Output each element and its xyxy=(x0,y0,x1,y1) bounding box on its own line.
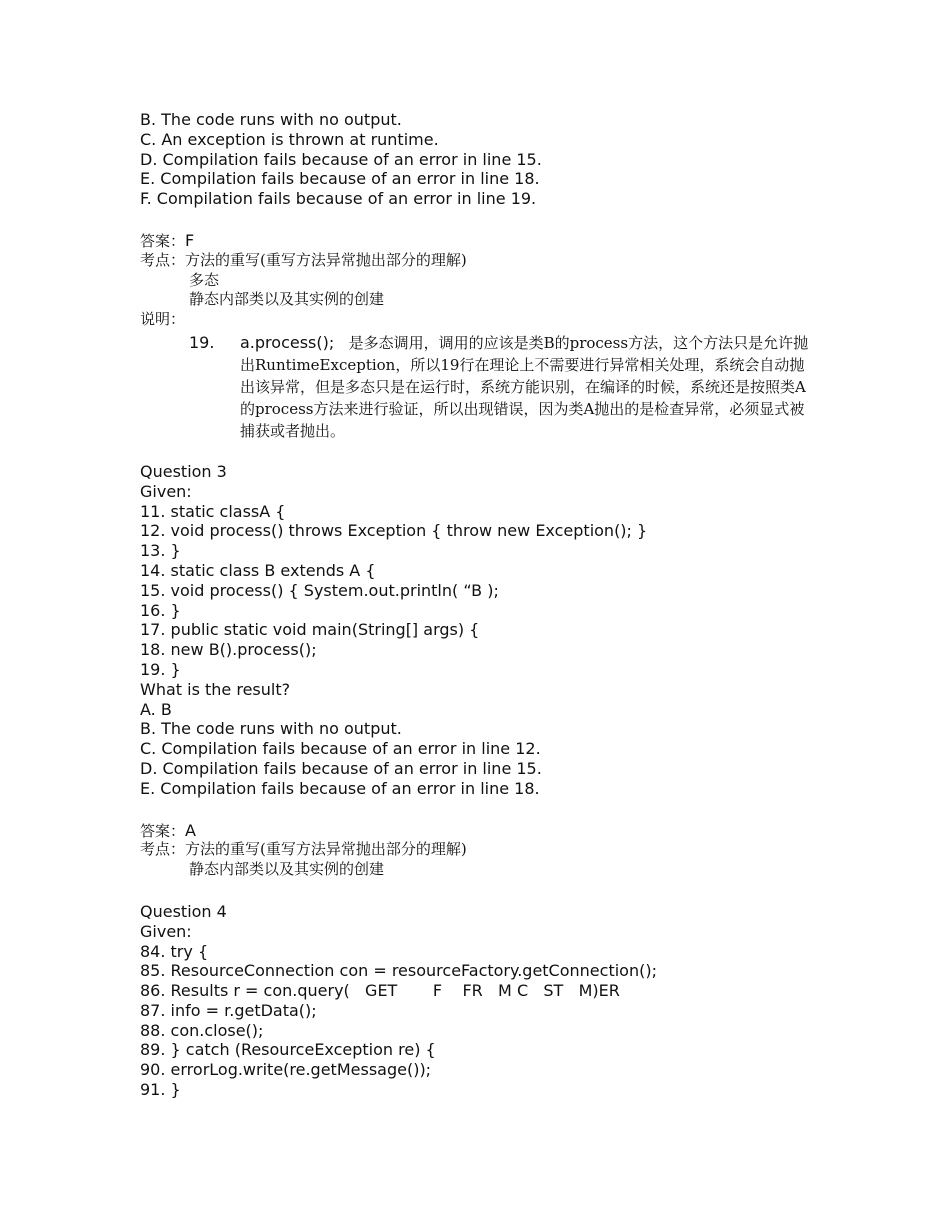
q2-option-d: D. Compilation fails because of an error in line 15. xyxy=(140,149,542,169)
question-3-title: Question 3 xyxy=(140,461,227,481)
code-line: 19. } xyxy=(140,659,181,679)
q2-option-b: B. The code runs with no output. xyxy=(140,110,402,129)
explanation-block xyxy=(140,332,840,440)
explain-label: 说明： xyxy=(140,310,186,329)
topic-item: 静态内部类以及其实例的创建 xyxy=(189,860,385,879)
q2-topic xyxy=(140,251,840,271)
q2-option-f: F. Compilation fails because of an error in line 19. xyxy=(140,189,537,209)
code-line: 11. static classA { xyxy=(140,501,286,521)
q3-option-a: A. B xyxy=(140,699,172,719)
q2-answer xyxy=(140,231,840,251)
answer-value: F xyxy=(185,230,195,250)
code-line: 14. static class B extends A { xyxy=(140,560,376,580)
code-line: 84. try { xyxy=(140,941,209,961)
explanation-text xyxy=(240,332,812,442)
topic-item: 方法的重写(重写方法异常抛出部分的理解) xyxy=(185,840,467,859)
document-page xyxy=(140,110,840,1100)
topic-label: 考点： xyxy=(140,840,186,859)
code-line: 16. } xyxy=(140,600,181,620)
code-line: 85. ResourceConnection con = resourceFactory.getConnection(); xyxy=(140,961,657,981)
topic-label: 考点： xyxy=(140,250,186,269)
q3-option-c: C. Compilation fails because of an error in line 12. xyxy=(140,739,541,759)
answer-label: 答案： xyxy=(140,821,186,840)
code-line: 18. new B().process(); xyxy=(140,640,317,660)
given-label: Given: xyxy=(140,481,192,501)
answer-value: A xyxy=(185,820,196,840)
given-label: Given: xyxy=(140,921,192,941)
explain-line-number: 19. xyxy=(189,332,215,352)
code-line: 12. void process() throws Exception { throw new Exception(); } xyxy=(140,521,648,541)
code-line: 17. public static void main(String[] args) { xyxy=(140,620,480,640)
code-line: 91. } xyxy=(140,1080,181,1100)
question-prompt: What is the result? xyxy=(140,679,291,699)
code-line: 13. } xyxy=(140,541,181,561)
q3-option-d: D. Compilation fails because of an error in line 15. xyxy=(140,758,542,778)
question-4-title: Question 4 xyxy=(140,901,227,921)
code-line: 88. con.close(); xyxy=(140,1020,264,1040)
topic-item: 多态 xyxy=(189,270,220,289)
code-line: 86. Results r = con.query( GET F FR M C ST M)ER xyxy=(140,981,620,1001)
code-line: 15. void process() { System.out.println( “B ); xyxy=(140,580,499,600)
q2-option-e: E. Compilation fails because of an error in line 18. xyxy=(140,169,540,189)
code-line: 87. info = r.getData(); xyxy=(140,1000,317,1020)
answer-label: 答案： xyxy=(140,231,186,250)
q3-option-e: E. Compilation fails because of an error in line 18. xyxy=(140,778,540,798)
q3-topic xyxy=(140,840,840,860)
topic-item: 方法的重写(重写方法异常抛出部分的理解) xyxy=(185,250,467,269)
code-line: 90. errorLog.write(re.getMessage()); xyxy=(140,1060,432,1080)
explain-body: 是多态调用，调用的应该是类B的process方法，这个方法只是允许抛出RuntimeException，所以19行在理论上不需要进行异常相关处理，系统会自动抛出该异常，但是多态只是在运行时，系统方能识别，在编译的时候，系统还是按照类A的process方法来进行验证，所以出现错误，因为类A抛出的是检查异常，必须显式被捕获或者抛出。 xyxy=(240,333,809,440)
q3-option-b: B. The code runs with no output. xyxy=(140,719,402,739)
code-line: 89. } catch (ResourceException re) { xyxy=(140,1040,436,1060)
explain-code: a.process(); xyxy=(240,332,335,352)
q3-answer xyxy=(140,821,840,841)
q2-option-c: C. An exception is thrown at runtime. xyxy=(140,129,439,149)
topic-item: 静态内部类以及其实例的创建 xyxy=(189,290,385,309)
